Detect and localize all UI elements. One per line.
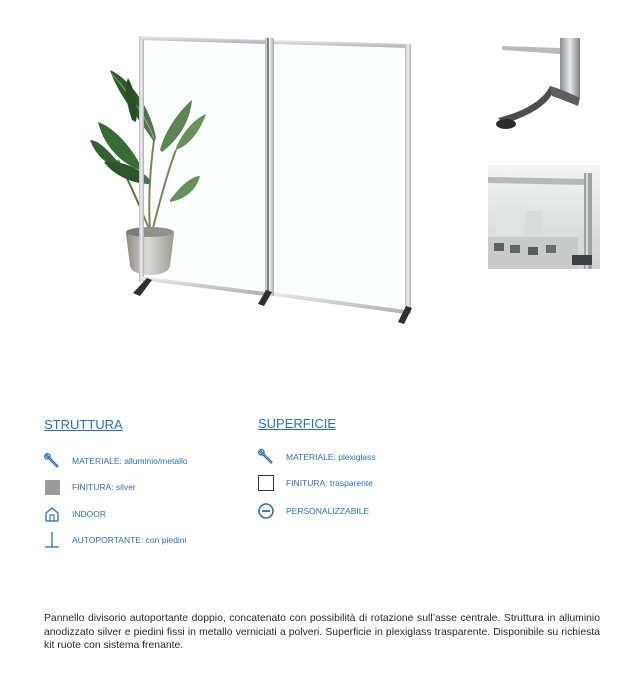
spec-struttura-indoor <box>43 504 106 524</box>
wrench-icon <box>43 452 61 470</box>
section-title-struttura: STRUTTURA <box>44 417 123 432</box>
spec-label: FINITURA: trasparente <box>286 478 373 488</box>
wrench-icon <box>257 448 275 466</box>
spec-label: PERSONALIZZABILE <box>286 506 370 516</box>
spec-superficie-materiale <box>257 447 376 467</box>
spec-struttura-materiale <box>43 451 188 471</box>
spec-label: INDOOR <box>72 509 106 519</box>
house-icon <box>43 505 61 523</box>
spec-label: MATERIALE: plexiglass <box>286 452 376 462</box>
left-panel <box>133 36 268 296</box>
spec-struttura-autoportante <box>43 530 186 550</box>
empty-swatch-icon <box>257 474 275 492</box>
spec-superficie-personalizzabile <box>257 501 369 521</box>
spec-label: AUTOPORTANTE: con piedini <box>72 535 187 545</box>
minus-circle-icon <box>257 502 275 520</box>
stand-icon <box>43 531 61 549</box>
section-title-superficie: SUPERFICIE <box>258 416 337 431</box>
spec-label: MATERIALE: alluminio/metallo <box>72 456 188 466</box>
detail-image-glass <box>488 165 600 269</box>
spec-label: FINITURA: silver <box>72 482 136 492</box>
grey-swatch-icon <box>43 478 61 496</box>
product-description: Pannello divisorio autoportante doppio, concatenato con possibilità di rotazione sull’asse centrale. Struttura in alluminio anodizzato silver e piedini fissi in metallo verniciati a polveri. Superficie in plexiglass trasparente. Disponibile su richiesta kit ruote con sistema frenante. <box>44 613 600 652</box>
right-panel <box>274 40 412 324</box>
spec-superficie-finitura <box>257 473 373 493</box>
spec-struttura-finitura <box>43 477 136 497</box>
detail-image-foot <box>488 28 600 138</box>
